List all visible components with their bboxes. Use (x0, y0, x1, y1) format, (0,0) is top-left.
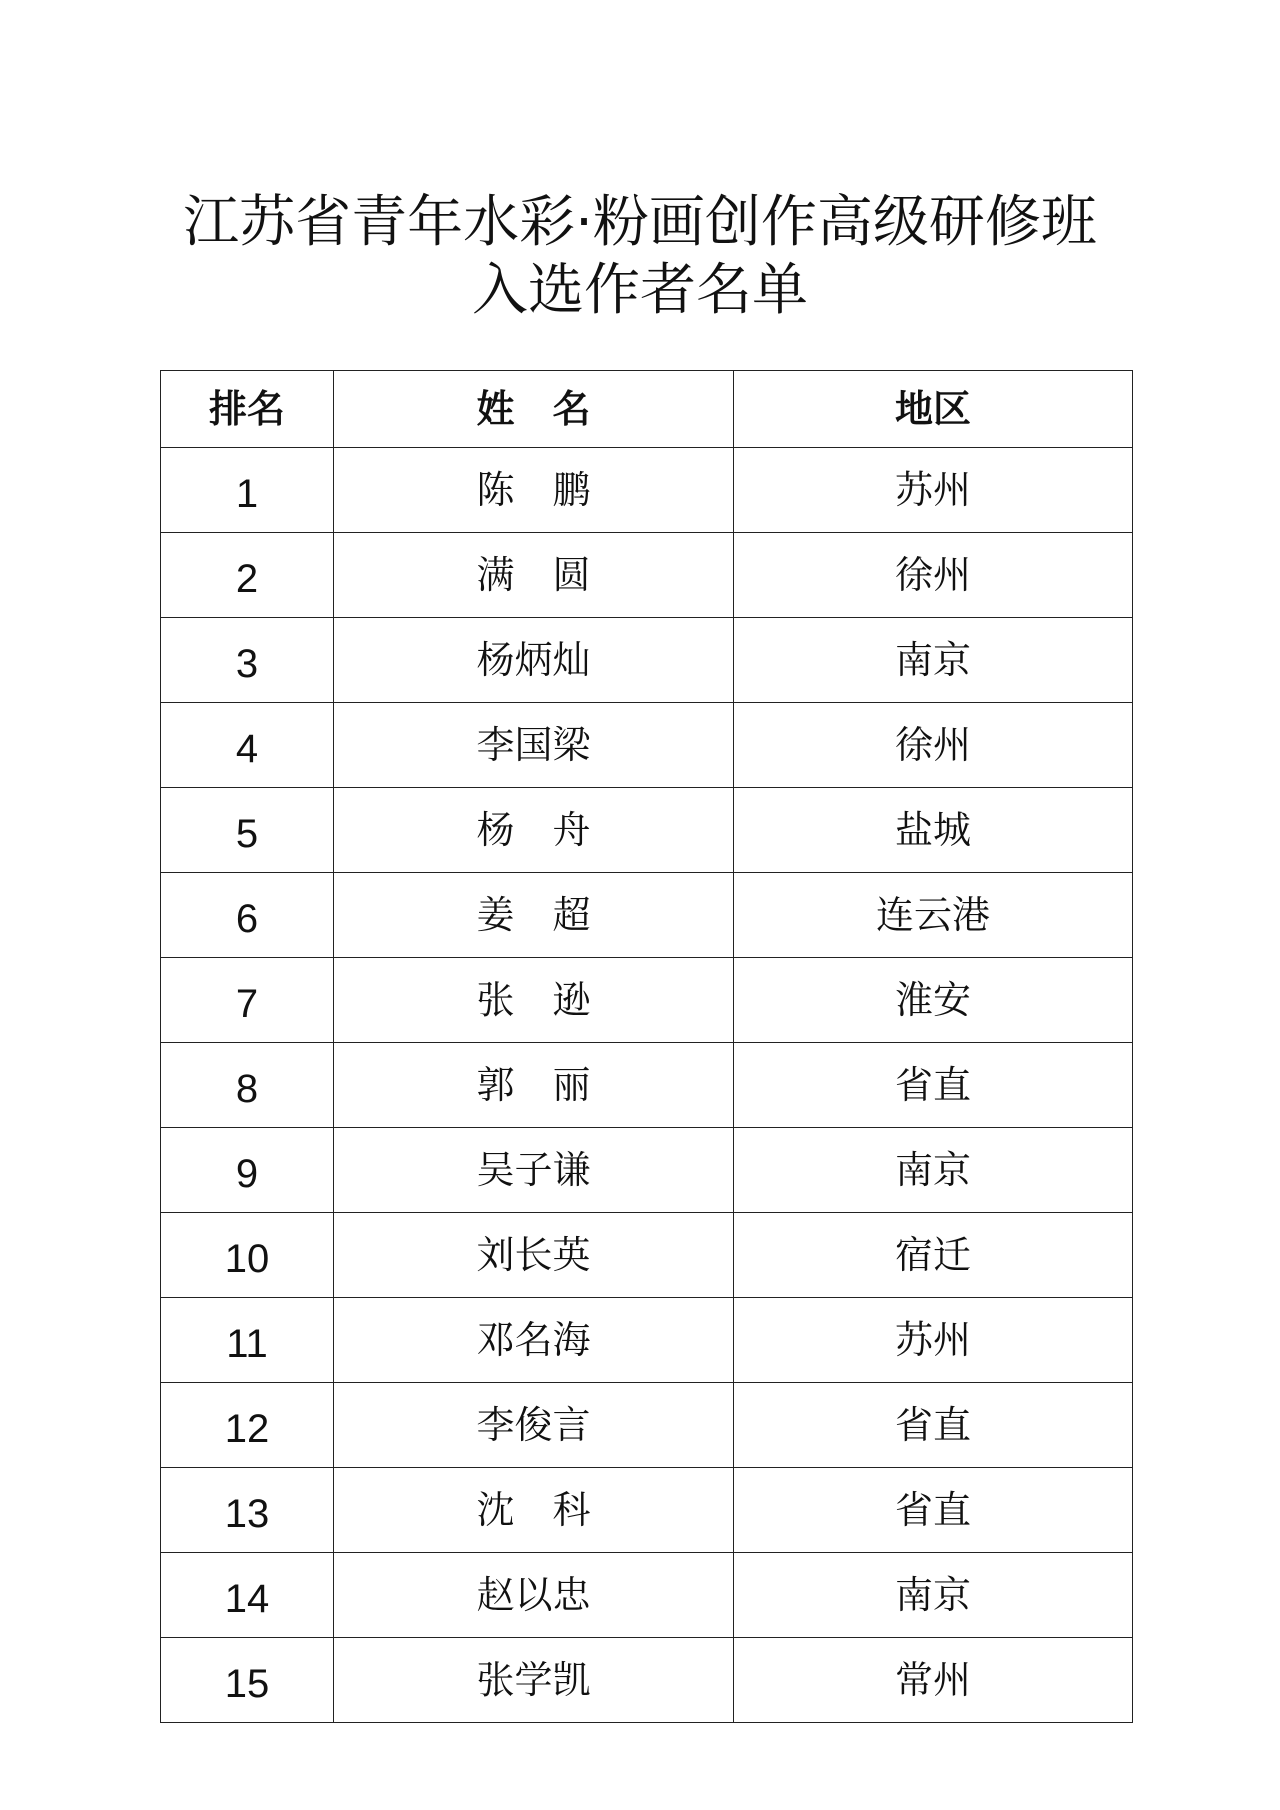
name-cell: 满 圆 (334, 533, 734, 618)
name-cell: 李俊言 (334, 1383, 734, 1468)
region-cell: 宿迁 (734, 1213, 1133, 1298)
table-row (161, 788, 1133, 873)
name-cell: 杨炳灿 (334, 618, 734, 703)
table-row (161, 1468, 1133, 1553)
region-cell: 苏州 (734, 1298, 1133, 1383)
name-cell: 沈 科 (334, 1468, 734, 1553)
rank-cell: 6 (161, 873, 334, 958)
table-row (161, 618, 1133, 703)
table-row (161, 1128, 1133, 1213)
rank-cell: 3 (161, 618, 334, 703)
name-cell: 邓名海 (334, 1298, 734, 1383)
rank-cell: 12 (161, 1383, 334, 1468)
name-cell: 姜 超 (334, 873, 734, 958)
table-row (161, 1383, 1133, 1468)
name-cell: 赵以忠 (334, 1553, 734, 1638)
rank-cell: 15 (161, 1638, 334, 1723)
name-cell: 杨 舟 (334, 788, 734, 873)
table-row (161, 448, 1133, 533)
region-cell: 徐州 (734, 703, 1133, 788)
rank-cell: 5 (161, 788, 334, 873)
name-cell: 陈 鹏 (334, 448, 734, 533)
table-row (161, 1213, 1133, 1298)
rank-cell: 9 (161, 1128, 334, 1213)
rank-cell: 11 (161, 1298, 334, 1383)
rank-cell: 4 (161, 703, 334, 788)
rank-cell: 7 (161, 958, 334, 1043)
region-cell: 南京 (734, 1128, 1133, 1213)
rank-cell: 14 (161, 1553, 334, 1638)
name-cell: 刘长英 (334, 1213, 734, 1298)
table-row (161, 533, 1133, 618)
name-cell: 郭 丽 (334, 1043, 734, 1128)
region-cell: 徐州 (734, 533, 1133, 618)
region-cell: 省直 (734, 1468, 1133, 1553)
document-subtitle: 入选作者名单 (472, 258, 808, 323)
name-cell: 李国梁 (334, 703, 734, 788)
region-cell: 盐城 (734, 788, 1133, 873)
header-rank: 排名 (161, 371, 334, 448)
region-cell: 淮安 (734, 958, 1133, 1043)
rank-cell: 8 (161, 1043, 334, 1128)
name-cell: 吴子谦 (334, 1128, 734, 1213)
region-cell: 连云港 (734, 873, 1133, 958)
table-row (161, 1298, 1133, 1383)
table-row (161, 958, 1133, 1043)
name-cell: 张 逊 (334, 958, 734, 1043)
region-cell: 南京 (734, 618, 1133, 703)
table-row (161, 1043, 1133, 1128)
table-row (161, 1638, 1133, 1723)
region-cell: 省直 (734, 1043, 1133, 1128)
table-row (161, 1553, 1133, 1638)
header-name: 姓 名 (334, 371, 734, 448)
rank-cell: 13 (161, 1468, 334, 1553)
table-row (161, 873, 1133, 958)
document-title: 江苏省青年水彩·粉画创作高级研修班 (183, 190, 1097, 255)
region-cell: 常州 (734, 1638, 1133, 1723)
rank-cell: 10 (161, 1213, 334, 1298)
header-region: 地区 (734, 371, 1133, 448)
rank-cell: 1 (161, 448, 334, 533)
region-cell: 南京 (734, 1553, 1133, 1638)
table-row (161, 703, 1133, 788)
roster-table (160, 370, 1133, 1723)
table-header-row (161, 371, 1133, 448)
region-cell: 苏州 (734, 448, 1133, 533)
rank-cell: 2 (161, 533, 334, 618)
region-cell: 省直 (734, 1383, 1133, 1468)
name-cell: 张学凯 (334, 1638, 734, 1723)
